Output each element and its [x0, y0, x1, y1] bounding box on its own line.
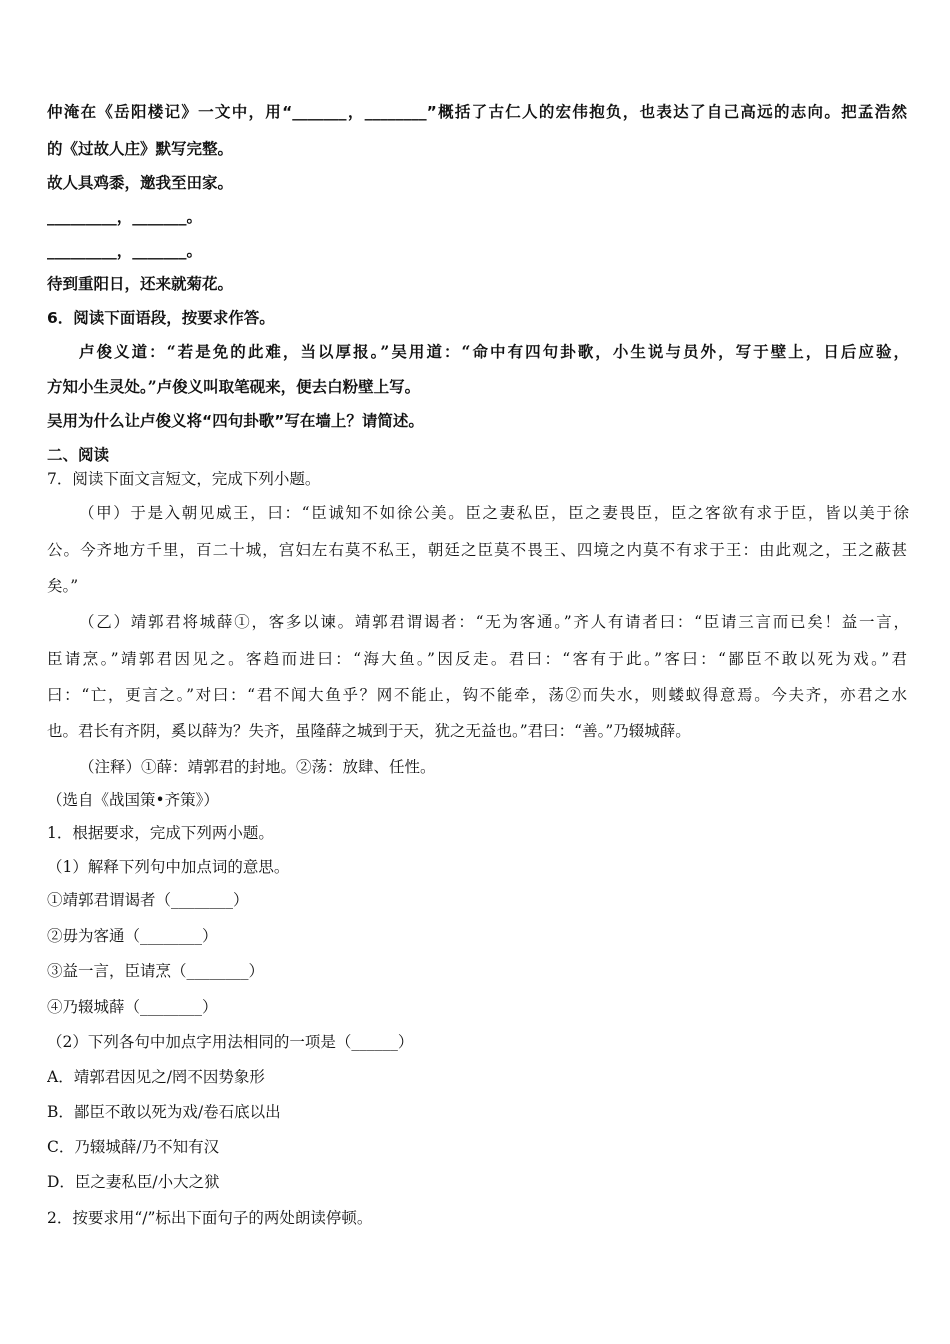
passage-yi-line-1: （乙）靖郭君将城薛①，客多以谏。靖郭君谓谒者：“无为客通。”齐人有请者曰：“臣请三言而已矣！益一言， — [79, 613, 909, 631]
passage-source: （选自《战国策•齐策》） — [47, 791, 219, 809]
option-b: B．鄙臣不敢以死为戏/卷石底以出 — [47, 1103, 281, 1121]
section-heading-reading: 二、阅读 — [47, 446, 110, 464]
passage-yi-line-2: 臣请烹。”靖郭君因见之。客趋而进曰：“海大鱼。”因反走。君曰：“客有于此。”客曰：“鄙臣不敢以死为戏。”君 — [47, 650, 907, 668]
word-item-2: ②毋为客通（________） — [47, 927, 218, 945]
option-d: D．臣之妻私臣/小大之狱 — [47, 1173, 220, 1191]
poem-line-4: 待到重阳日，还来就菊花。 — [47, 275, 234, 293]
subquestion-1: 1．根据要求，完成下列两小题。 — [47, 824, 274, 842]
passage-notes: （注释）①薛：靖郭君的封地。②荡：放肆、任性。 — [79, 758, 436, 776]
subquestion-1-2: （2）下列各句中加点字用法相同的一项是（______） — [47, 1033, 414, 1051]
passage-jia-line-2: 公。今齐地方千里，百二十城，宫妇左右莫不私王，朝廷之臣莫不畏王、四境之内莫不有求于王：由此观之，王之蔽甚 — [47, 541, 907, 559]
word-item-3: ③益一言，臣请烹（________） — [47, 962, 265, 980]
q7-prompt: 7．阅读下面文言短文，完成下列小题。 — [47, 470, 321, 488]
q6-passage-line-1: 卢俊义道：“若是免的此难，当以厚报。”吴用道：“命中有四句卦歌，小生说与员外，写于壁上，日后应验， — [79, 342, 909, 361]
option-c: C．乃辍城薛/乃不知有汉 — [47, 1138, 220, 1156]
q5-line-2: 的《过故人庄》默写完整。 — [47, 140, 234, 158]
poem-blank-line-3: _________，_______。 — [47, 242, 203, 260]
poem-blank-line-2: _________，_______。 — [47, 208, 203, 226]
q6-question: 吴用为什么让卢俊义将“四句卦歌”写在墙上？请简述。 — [47, 412, 424, 430]
subquestion-2: 2．按要求用“/”标出下面句子的两处朗读停顿。 — [47, 1209, 373, 1227]
word-item-1: ①靖郭君谓谒者（________） — [47, 891, 249, 909]
subquestion-1-1: （1）解释下列句中加点词的意思。 — [47, 858, 290, 876]
q6-prompt: 6．阅读下面语段，按要求作答。 — [47, 309, 275, 327]
q5-line-1: 仲淹在《岳阳楼记》一文中，用“_______，________”概括了古仁人的宏伟抱负，也表达了自己高远的志向。把孟浩然 — [47, 103, 907, 121]
passage-yi-line-3: 曰：“亡，更言之。”对曰：“君不闻大鱼乎？网不能止，钩不能牵，荡②而失水，则蝼蚁得意焉。今夫齐，亦君之水 — [47, 686, 907, 704]
passage-jia-line-1: （甲）于是入朝见威王，曰：“臣诚知不如徐公美。臣之妻私臣，臣之妻畏臣，臣之客欲有求于臣，皆以美于徐 — [79, 504, 909, 522]
option-a: A．靖郭君因见之/罔不因势象形 — [47, 1068, 265, 1086]
passage-yi-line-4: 也。君长有齐阴，奚以薛为？失齐，虽隆薛之城到于天，犹之无益也。”君曰：“善。”乃辍城薛。 — [47, 722, 691, 740]
q6-passage-line-2: 方知小生灵处。”卢俊义叫取笔砚来，便去白粉壁上写。 — [47, 377, 421, 396]
word-item-4: ④乃辍城薛（________） — [47, 998, 218, 1016]
poem-line-1: 故人具鸡黍，邀我至田家。 — [47, 174, 234, 192]
passage-jia-line-3: 矣。” — [47, 577, 79, 595]
